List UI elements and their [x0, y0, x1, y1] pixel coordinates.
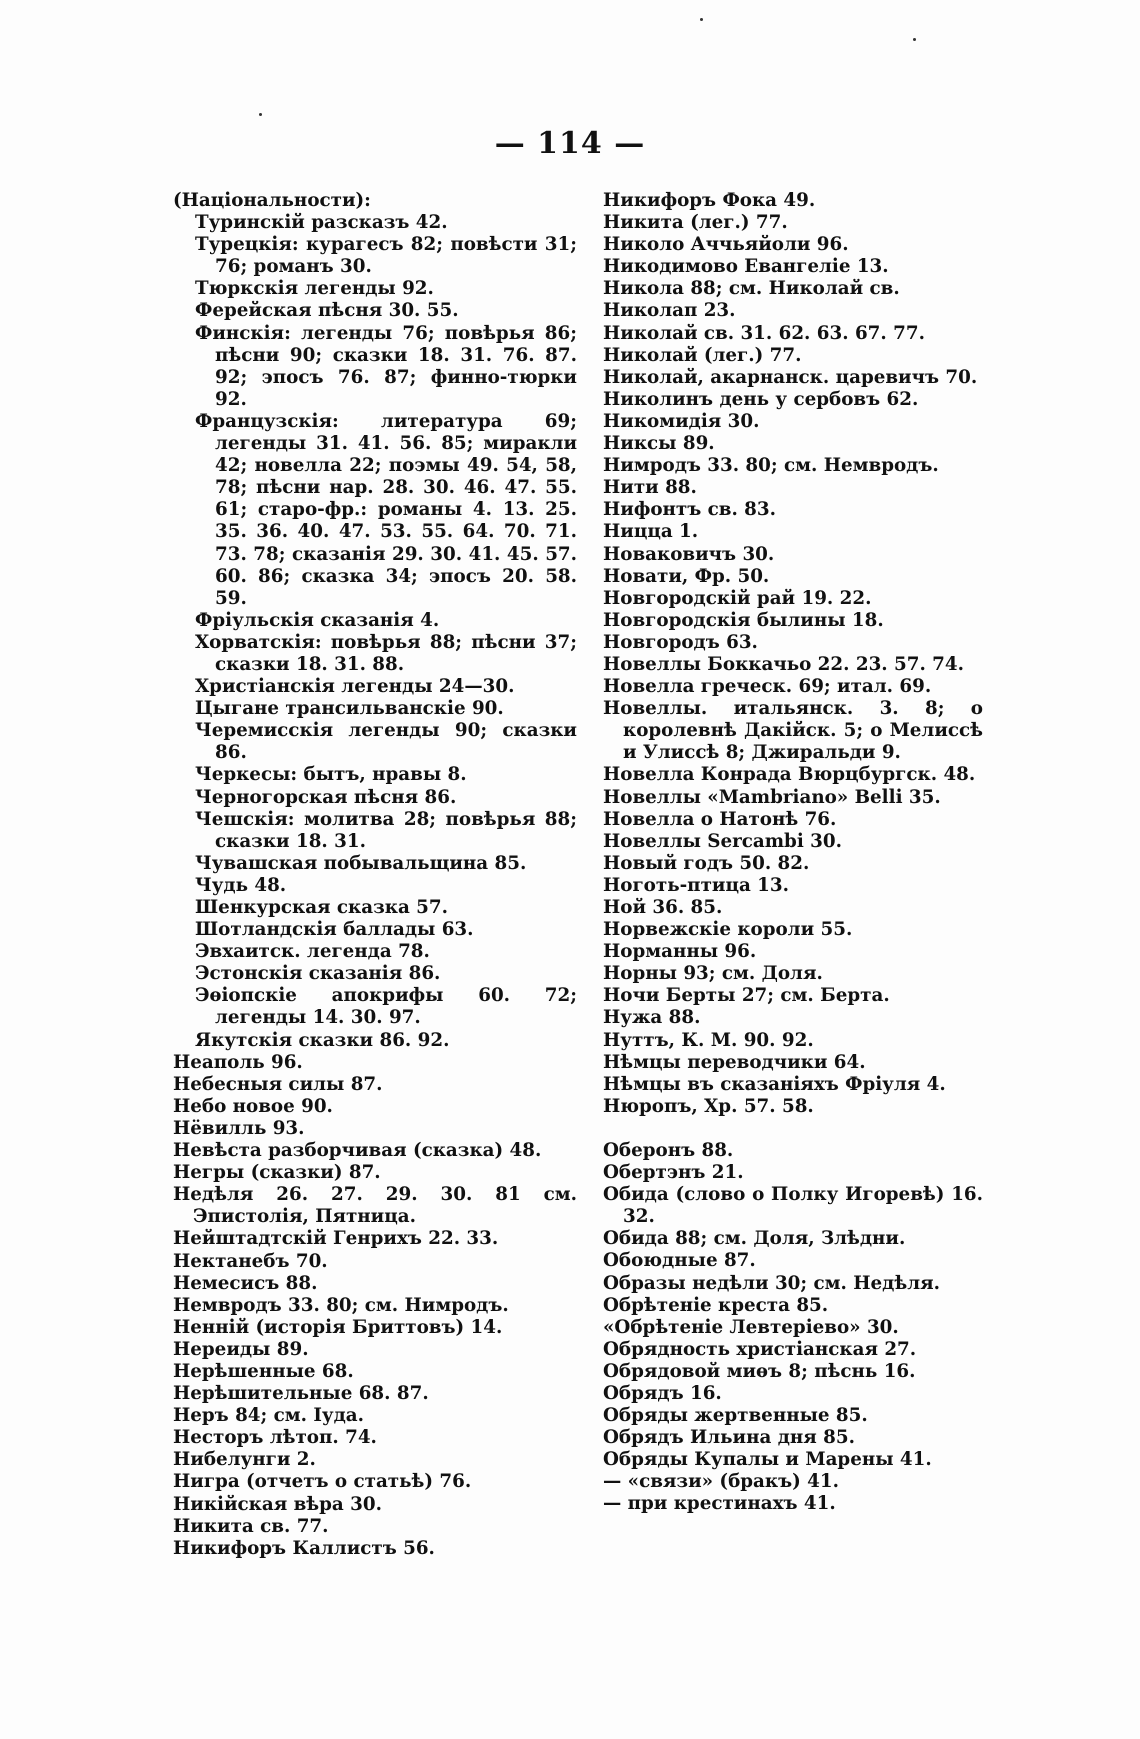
index-entry: Николай св. 31. 62. 63. 67. 77.	[603, 322, 925, 344]
paper-speck	[700, 18, 703, 21]
index-entry: Новати, Фр. 50.	[603, 565, 770, 587]
paper-speck	[259, 113, 262, 116]
index-entry: Новеллы Sercambi 30.	[603, 830, 842, 852]
index-entry: Норманны 96.	[603, 941, 757, 963]
index-entry: Нимродъ 33. 80; см. Немвродъ.	[603, 455, 939, 477]
index-entry: Никомидія 30.	[603, 410, 760, 432]
index-entry: Немвродъ 33. 80; см. Нимродъ.	[173, 1294, 509, 1316]
index-entry: Чувашская побывальщина 85.	[195, 852, 527, 874]
index-entry: Немесисъ 88.	[173, 1272, 318, 1294]
index-entry: Фріульскія сказанія 4.	[195, 609, 440, 631]
index-entry: Черемисскія легенды 90; сказки 86.	[195, 720, 577, 764]
index-entry: Ночи Берты 27; см. Берта.	[603, 985, 890, 1007]
index-entry: Новелла о Натонѣ 76.	[603, 808, 837, 830]
index-entry: Обряды Купалы и Марены 41.	[603, 1449, 932, 1471]
index-entry: Нифонтъ св. 83.	[603, 499, 776, 521]
index-entry: Небо новое 90.	[173, 1095, 333, 1117]
index-entry: Шенкурская сказка 57.	[195, 897, 448, 918]
index-entry: Нити 88.	[603, 477, 697, 499]
index-entry: Новгородъ 63.	[603, 631, 758, 653]
index-entry: Нюропъ, Хр. 57. 58.	[603, 1095, 814, 1117]
index-entry: Несторъ лѣтоп. 74.	[173, 1427, 377, 1449]
index-entry: Новаковичъ 30.	[603, 543, 775, 565]
index-entry: Новый годъ 50. 82.	[603, 852, 810, 874]
index-entry: Никсы 89.	[603, 433, 715, 455]
index-entry: Обида (слово о Полку Игоревѣ) 16. 32.	[603, 1184, 983, 1228]
index-entry: Черногорская пѣсня 86.	[195, 786, 457, 808]
index-entry: Никодимово Евангеліе 13.	[603, 256, 889, 278]
index-entry: Нерѣшительные 68. 87.	[173, 1383, 429, 1405]
index-entry: Никола 88; см. Николай св.	[603, 278, 900, 300]
index-entry: (Національности):	[173, 190, 371, 211]
index-entry: Хорватскія: повѣрья 88; пѣсни 37; сказки 18. 31. 88.	[195, 631, 577, 675]
index-entry: Обрѣтеніе креста 85.	[603, 1294, 829, 1316]
index-entry: Нибелунги 2.	[173, 1449, 316, 1471]
index-entry: Никита св. 77.	[173, 1515, 329, 1537]
index-entry: Невѣста разборчивая (сказка) 48.	[173, 1140, 542, 1162]
index-entry: Ферейская пѣсня 30. 55.	[195, 300, 459, 322]
index-entry: Нерѣшенные 68.	[173, 1360, 354, 1382]
index-entry: Цыгане трансильванскіе 90.	[195, 698, 504, 720]
index-entry: Николо Аччьяйоли 96.	[603, 234, 849, 256]
index-entry: Эстонскія сказанія 86.	[195, 963, 441, 985]
index-entry: Образы недѣли 30; см. Недѣля.	[603, 1272, 940, 1294]
index-entry: — при крестинахъ 41.	[603, 1493, 836, 1515]
page-number: — 114 —	[494, 126, 646, 161]
index-entry: Нѣмцы въ сказаніяхъ Фріуля 4.	[603, 1073, 946, 1095]
index-entry: Неаполь 96.	[173, 1051, 303, 1073]
index-entry: Неръ 84; см. Іуда.	[173, 1405, 365, 1427]
index-entry: Ненній (исторія Бриттовъ) 14.	[173, 1316, 503, 1338]
index-entry: Нейштадтскій Генрихъ 22. 33.	[173, 1228, 499, 1250]
index-entry: Норвежскіе короли 55.	[603, 919, 853, 941]
index-entry: Николинъ день у сербовъ 62.	[603, 388, 919, 410]
index-entry: Черкесы: бытъ, нравы 8.	[195, 764, 467, 786]
index-entry: Чешскія: молитва 28; повѣрья 88; сказки 18. 31.	[195, 808, 577, 852]
index-column-left	[173, 190, 577, 1560]
index-entry: — «связи» (бракъ) 41.	[603, 1471, 839, 1493]
paper-speck	[913, 38, 916, 41]
index-entry: Нектанебъ 70.	[173, 1250, 328, 1272]
index-entry: Новелла греческ. 69; итал. 69.	[603, 676, 932, 698]
index-entry: Никифоръ Каллистъ 56.	[173, 1537, 435, 1559]
index-column-right	[603, 190, 983, 1516]
index-entry: Шотландскія баллады 63.	[195, 919, 474, 941]
index-entry: Ноготь-птица 13.	[603, 874, 789, 896]
index-entry: Нужа 88.	[603, 1007, 701, 1029]
index-entry: Никійская вѣра 30.	[173, 1493, 382, 1515]
index-entry: Николай (лег.) 77.	[603, 344, 802, 366]
index-entry: Якутскія сказки 86. 92.	[195, 1029, 450, 1051]
index-entry: Обида 88; см. Доля, Злѣдни.	[603, 1228, 906, 1250]
index-entry: Обертэнъ 21.	[603, 1162, 744, 1184]
index-entry: Ной 36. 85.	[603, 897, 723, 918]
index-entry: Нѣмцы переводчики 64.	[603, 1051, 866, 1073]
index-entry: Ницца 1.	[603, 521, 699, 543]
index-entry: Французскія: литература 69; легенды 31. 41. 56. 85; миракли 42; новелла 22; поэмы 49. 54, 58, 78; пѣсни нар. 28. 30. 46. 47. 55. 61; старо-фр.: романы 4. 13. 25. 35. 36. 40. 47. 53. 55. 64. 70. 71. 73. 78; сказанія 29. 30. 41. 45. 57. 60. 86; сказка 34; эпосъ 20. 58. 59.	[195, 410, 577, 609]
index-entry: Туринскій разсказъ 42.	[195, 212, 448, 234]
index-entry: Чудь 48.	[195, 874, 287, 896]
index-entry: Небесныя силы 87.	[173, 1073, 383, 1095]
index-entry: Николап 23.	[603, 300, 736, 322]
index-entry: Недѣля 26. 27. 29. 30. 81 см. Эпистолія, Пятница.	[173, 1184, 577, 1228]
index-entry: Оберонъ 88.	[603, 1139, 734, 1161]
index-entry: Финскія: легенды 76; повѣрья 86; пѣсни 90; сказки 18. 31. 76. 87. 92; эпосъ 76. 87; финно-тюрки 92.	[195, 322, 577, 410]
index-entry: Новеллы «Mambriano» Belli 35.	[603, 786, 941, 808]
index-entry: Никифоръ Фока 49.	[603, 190, 816, 211]
index-entry: Обрядность христіанская 27.	[603, 1338, 917, 1360]
index-entry: Норны 93; см. Доля.	[603, 963, 823, 985]
index-entry: Эѳіопскіе апокрифы 60. 72; легенды 14. 30. 97.	[195, 985, 577, 1029]
index-entry: Негры (сказки) 87.	[173, 1162, 381, 1184]
index-entry: Нуттъ, К. М. 90. 92.	[603, 1029, 814, 1051]
index-entry: Обряды жертвенные 85.	[603, 1405, 868, 1427]
index-entry: Нёвилль 93.	[173, 1117, 305, 1139]
index-entry: Никита (лег.) 77.	[603, 212, 788, 234]
index-entry: Новелла Конрада Вюрцбургск. 48.	[603, 764, 976, 786]
index-entry: Нерeиды 89.	[173, 1338, 309, 1360]
index-entry: Обрядъ 16.	[603, 1382, 722, 1404]
index-entry: Эвхаитск. легенда 78.	[195, 941, 430, 963]
index-entry: Христіанскія легенды 24—30.	[195, 676, 515, 698]
index-entry: Обрядовой миѳъ 8; пѣснь 16.	[603, 1360, 916, 1382]
index-entry: Обрядъ Ильина дня 85.	[603, 1427, 855, 1449]
index-entry: Тюркскія легенды 92.	[195, 278, 434, 300]
index-entry: Николай, акарнанск. царевичъ 70.	[603, 366, 978, 388]
index-entry: Новгородскій рай 19. 22.	[603, 587, 872, 609]
index-entry: Новеллы. итальянск. 3. 8; о королевнѣ Дакійск. 5; о Мелиссѣ и Улиссѣ 8; Джиральди 9.	[603, 698, 983, 764]
index-entry: «Обрѣтеніе Левтеріево» 30.	[603, 1316, 899, 1338]
index-entry: Новеллы Боккачьо 22. 23. 57. 74.	[603, 653, 964, 675]
index-entry: Обоюдные 87.	[603, 1250, 756, 1272]
index-entry: Новгородскія былины 18.	[603, 609, 884, 631]
index-entry: Нигра (отчетъ о статьѣ) 76.	[173, 1471, 472, 1493]
index-entry: Турецкія: курагесъ 82; повѣсти 31; 76; романъ 30.	[195, 234, 577, 278]
